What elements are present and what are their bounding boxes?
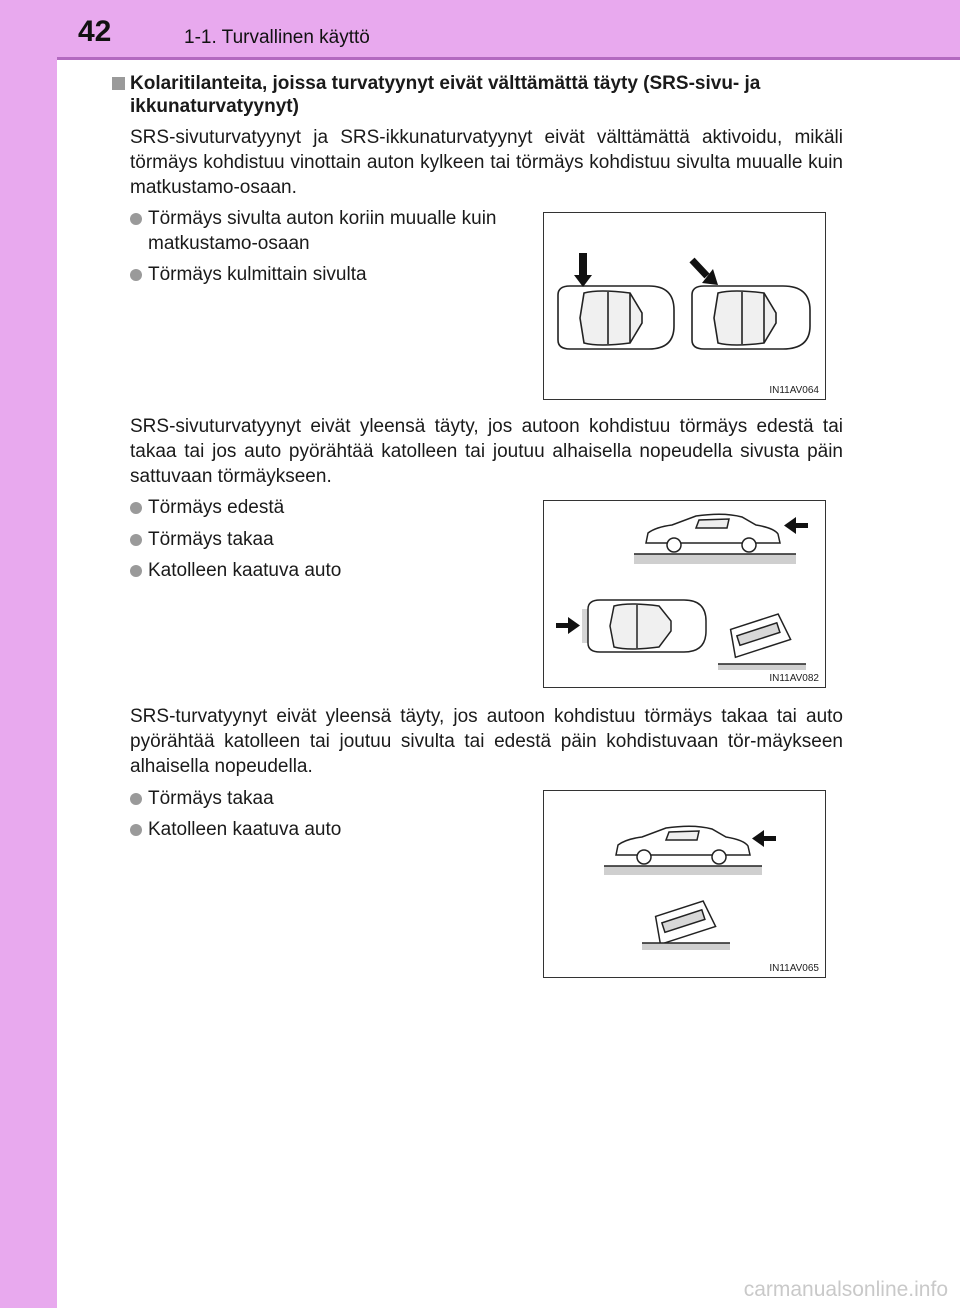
car-side-view-icon [646, 514, 780, 552]
arrow-left-icon [784, 517, 808, 534]
arrow-down-icon [574, 253, 592, 287]
car-side-view-icon [616, 826, 750, 864]
bullet-dot-icon [130, 269, 142, 281]
bullet-dot-icon [130, 565, 142, 577]
bullet-dot-icon [130, 793, 142, 805]
car-top-view-icon [692, 286, 810, 349]
bullet-text: Törmäys sivulta auton koriin muualle kuin matkustamo-osaan [148, 208, 497, 254]
figure-front-rear-rollover [543, 500, 826, 688]
road-surface [634, 554, 796, 564]
footer-watermark: carmanualsonline.info [743, 1278, 948, 1301]
road-surface [718, 664, 806, 670]
bullet-text: Törmäys takaa [148, 788, 274, 809]
section-title: 1-1. Turvallinen käyttö [184, 27, 370, 48]
bullet-item [130, 495, 490, 520]
header-band [0, 0, 960, 58]
figure-code: IN11AV082 [769, 673, 819, 684]
bullet-dot-icon [130, 213, 142, 225]
front-rear-rollover-illustration [544, 501, 825, 687]
bullet-item [130, 206, 530, 256]
paragraph-3: SRS-turvatyynyt eivät yleensä täyty, jos autoon kohdistuu törmäys takaa tai auto pyörähtää katolleen tai joutuu sivulta tai edestä päin kohdistuvaan tör-mäykseen alhaisella nopeudella. [130, 706, 843, 777]
paragraph-2: SRS-sivuturvatyynyt eivät yleensä täyty, jos autoon kohdistuu törmäys edestä tai takaa tai jos auto pyörähtää katolleen tai joutuu alhaisella nopeudella sivusta päin sattuvaan törmäykseen. [130, 416, 843, 487]
bullet-dot-icon [130, 824, 142, 836]
square-bullet-icon [112, 77, 125, 90]
figure-rear-rollover [543, 790, 826, 978]
heading-text: Kolaritilanteita, joissa turvatyynyt eivät välttämättä täyty (SRS-sivu- ja ikkunaturvatyynyt) [130, 73, 761, 117]
figure-code: IN11AV064 [769, 385, 819, 396]
bullet-item [130, 817, 490, 842]
figure-code: IN11AV065 [769, 963, 819, 974]
bullet-item [130, 262, 530, 287]
side-impact-illustration [544, 213, 825, 399]
header-rule [57, 57, 960, 60]
figure-side-impact [543, 212, 826, 400]
rollover-car-icon [727, 613, 791, 658]
bullet-text: Törmäys takaa [148, 529, 274, 550]
car-top-view-icon [558, 286, 674, 349]
bullet-text: Katolleen kaatuva auto [148, 560, 342, 581]
side-band [0, 0, 57, 1308]
car-top-view-icon [582, 600, 706, 652]
arrow-diagonal-icon [692, 260, 718, 285]
bullet-item [130, 786, 490, 811]
paragraph-1: SRS-sivuturvatyynyt ja SRS-ikkunaturvatyynyt eivät välttämättä aktivoidu, mikäli törmäys kohdistuu vinottain auton kylkeen tai törmäys kohdistuu sivulta muualle kuin matkustamo-osaan. [130, 127, 843, 198]
road-surface [604, 866, 762, 875]
bullet-text: Törmäys edestä [148, 497, 285, 518]
rollover-car-icon [652, 900, 716, 945]
section-heading [112, 72, 852, 118]
bullet-dot-icon [130, 502, 142, 514]
bullet-dot-icon [130, 534, 142, 546]
arrow-left-icon [752, 830, 776, 847]
bullet-item [130, 558, 490, 583]
bullet-text: Törmäys kulmittain sivulta [148, 264, 367, 285]
rear-rollover-illustration [544, 791, 825, 977]
bullet-text: Katolleen kaatuva auto [148, 819, 342, 840]
page-number: 42 [78, 15, 112, 48]
road-surface [642, 943, 730, 950]
arrow-right-icon [556, 617, 580, 634]
bullet-item [130, 527, 490, 552]
